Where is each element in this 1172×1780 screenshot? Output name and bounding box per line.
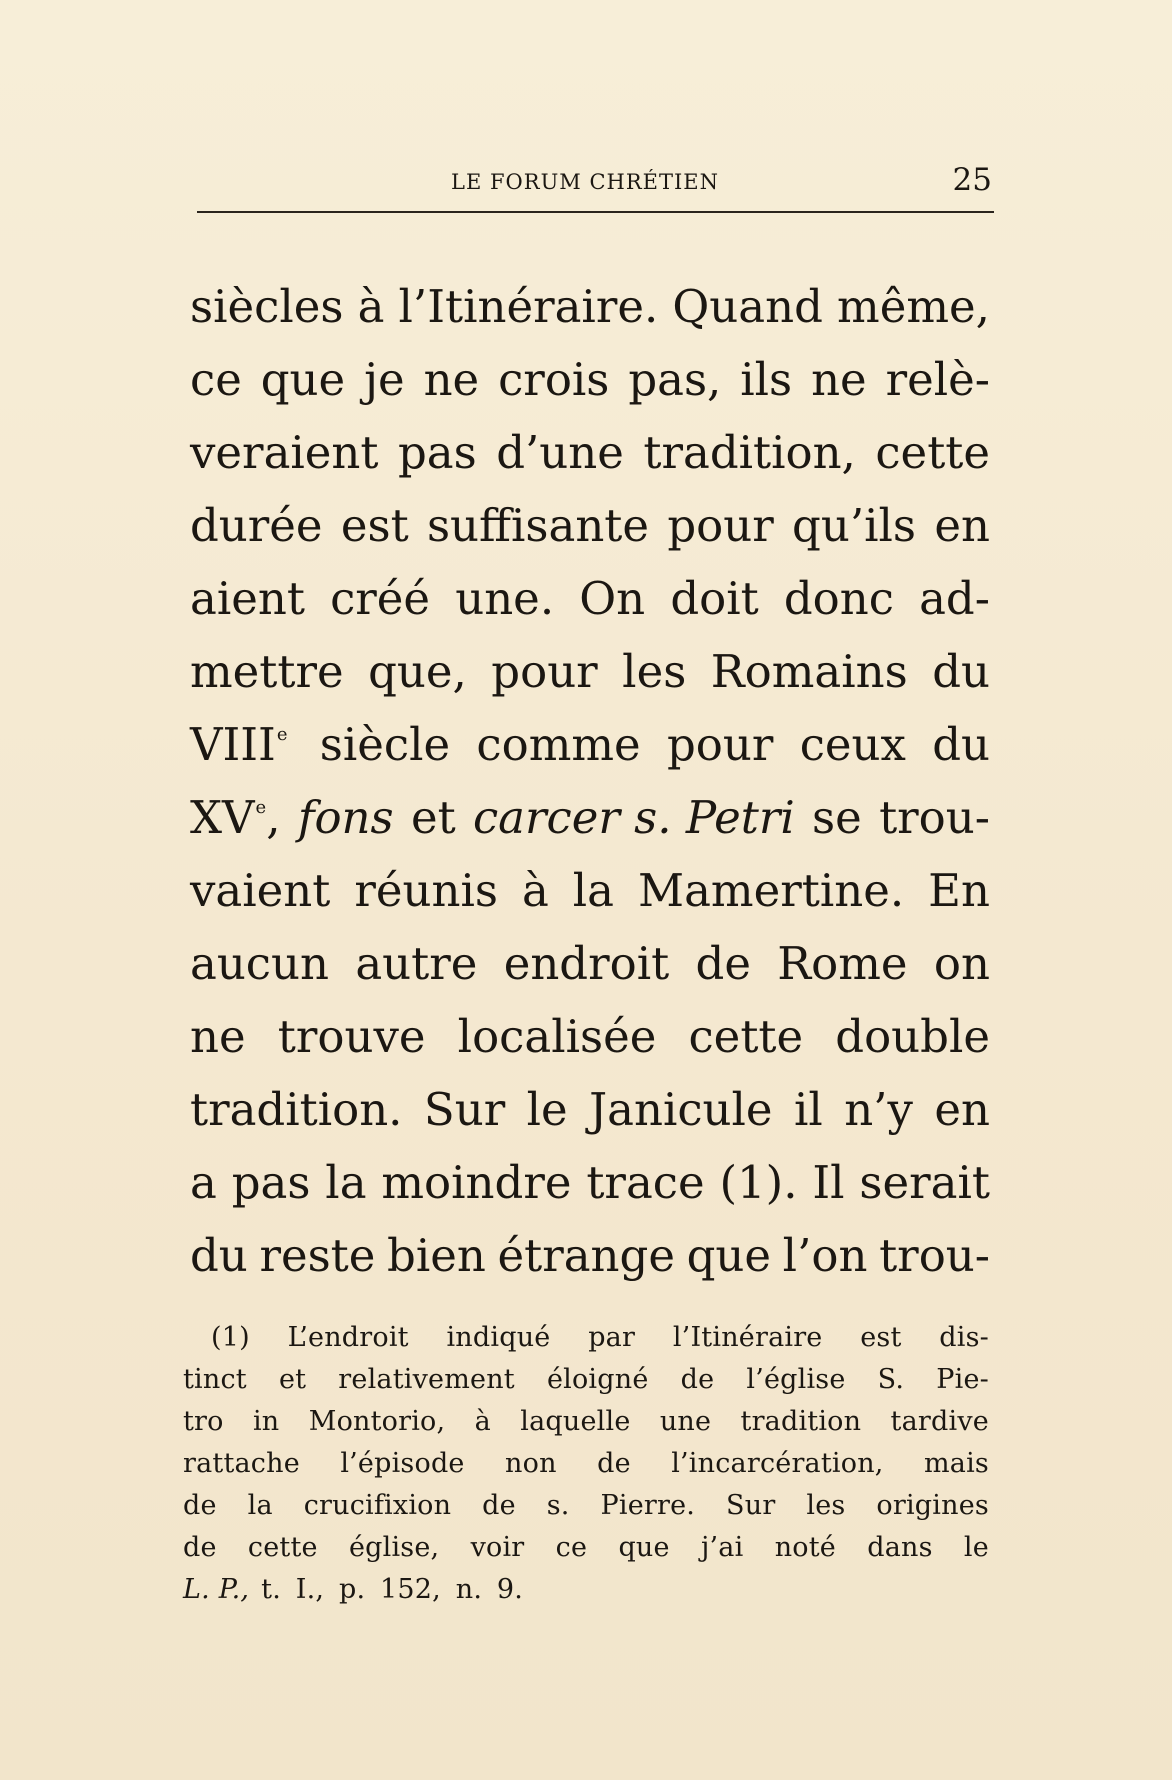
superscript: e — [276, 724, 288, 745]
word: réunis — [354, 864, 498, 917]
text-line — [190, 408, 990, 481]
word: en — [934, 1083, 990, 1136]
italic-phrase: carcer s. Petri — [472, 791, 795, 844]
word: vaient — [190, 864, 331, 917]
word: mais — [924, 1448, 989, 1479]
text-line — [190, 1211, 990, 1284]
word: trou- — [879, 791, 990, 844]
word: du — [932, 645, 990, 698]
word: et — [278, 1364, 307, 1395]
word: tardive — [890, 1406, 989, 1437]
word: que, — [368, 645, 467, 698]
word: reste — [259, 1229, 376, 1282]
word: siècle — [319, 718, 451, 771]
footnote-line — [183, 1355, 989, 1397]
word: autre — [355, 937, 478, 990]
word: laquelle — [520, 1406, 631, 1437]
word: qu’ils — [792, 499, 917, 552]
word: l’église — [746, 1364, 846, 1395]
word: s. — [546, 1490, 570, 1521]
superscript: e — [255, 797, 267, 818]
word: les — [806, 1490, 846, 1521]
text-line — [190, 554, 990, 627]
text-line — [190, 700, 990, 773]
word: serait — [859, 1156, 990, 1209]
text-line — [190, 919, 990, 992]
footnote-line — [183, 1565, 989, 1607]
word: S. — [877, 1364, 905, 1395]
word: Pie- — [936, 1364, 989, 1395]
word: localisée — [457, 1010, 657, 1063]
word: dans — [867, 1532, 933, 1563]
word: de — [680, 1364, 715, 1395]
word: du — [190, 1229, 248, 1282]
text-line — [190, 1138, 990, 1211]
word: indiqué — [446, 1322, 551, 1353]
word: pas, — [628, 353, 722, 406]
italic-word: fons — [297, 791, 394, 844]
roman-numeral: VIII — [190, 718, 276, 771]
running-head — [198, 162, 994, 202]
word: une. — [455, 572, 555, 625]
word: pas — [231, 1156, 311, 1209]
word: Montorio, — [308, 1406, 446, 1437]
word: durée — [190, 499, 323, 552]
word: double — [835, 1010, 990, 1063]
word: endroit — [503, 937, 670, 990]
text-line — [190, 992, 990, 1065]
text-line — [190, 262, 990, 335]
word: une — [659, 1406, 712, 1437]
word: (1). — [719, 1156, 798, 1209]
word: ne — [811, 353, 867, 406]
footnote-line — [183, 1439, 989, 1481]
word: est — [860, 1322, 902, 1353]
word: en — [934, 499, 990, 552]
main-text — [190, 262, 990, 1284]
word: donc — [783, 572, 894, 625]
word: étrange — [497, 1229, 675, 1282]
word: l’Itinéraire — [672, 1322, 823, 1353]
word: ce — [555, 1532, 588, 1563]
text-line — [190, 846, 990, 919]
text-line — [190, 335, 990, 408]
word: que — [260, 353, 346, 406]
text-line — [190, 773, 990, 846]
word: Sur — [423, 1083, 506, 1136]
word: de — [482, 1490, 516, 1521]
roman-numeral-word — [190, 717, 293, 773]
word: Rome — [777, 937, 908, 990]
word: tinct — [183, 1364, 247, 1395]
word: que — [686, 1229, 772, 1282]
word: bien — [387, 1229, 486, 1282]
word: Quand — [672, 280, 823, 333]
word: On — [579, 572, 646, 625]
word: à — [521, 864, 549, 917]
word: relativement — [338, 1364, 515, 1395]
word: à — [474, 1406, 491, 1437]
word: mettre — [190, 645, 344, 698]
footnote-line — [183, 1481, 989, 1523]
word: n’y — [844, 1083, 913, 1136]
word: tro — [183, 1406, 224, 1437]
word: comme — [476, 718, 641, 771]
word: à — [357, 280, 385, 333]
word: doit — [670, 572, 759, 625]
word: pour — [491, 645, 598, 698]
word: cette — [688, 1010, 804, 1063]
word: trouve — [277, 1010, 426, 1063]
word: pour — [667, 499, 774, 552]
word: la — [247, 1490, 273, 1521]
word: on — [933, 937, 990, 990]
running-title: LE FORUM CHRÉTIEN — [451, 170, 719, 194]
word: de — [183, 1532, 217, 1563]
word: ne — [423, 353, 480, 406]
word: non — [505, 1448, 557, 1479]
word: les — [622, 645, 687, 698]
word: église, — [348, 1532, 440, 1563]
word: l’Itinéraire. — [398, 280, 659, 333]
word: même, — [837, 280, 990, 333]
comma: , — [266, 791, 281, 844]
word: aucun — [190, 937, 329, 990]
word: Janicule — [589, 1083, 773, 1136]
word: ceux — [799, 718, 906, 771]
word: (1) — [211, 1322, 250, 1353]
word: En — [928, 864, 990, 917]
word: le — [526, 1083, 568, 1136]
page-number: 25 — [952, 162, 992, 198]
word: créé — [330, 572, 431, 625]
word: origines — [876, 1490, 989, 1521]
word: Romains — [710, 645, 908, 698]
text-line — [190, 481, 990, 554]
word: de — [183, 1490, 217, 1521]
word: il — [793, 1083, 823, 1136]
word: dis- — [939, 1322, 989, 1353]
word: la — [572, 864, 615, 917]
word: ce — [190, 353, 242, 406]
word: de — [695, 937, 751, 990]
word: a — [190, 1156, 217, 1209]
word: éloigné — [546, 1364, 649, 1395]
word: l’incarcération, — [671, 1448, 884, 1479]
word: du — [932, 718, 990, 771]
word: trace — [586, 1156, 705, 1209]
footnote-line — [183, 1313, 989, 1355]
word: pas — [397, 426, 477, 479]
text-line — [190, 1065, 990, 1138]
word: ils — [740, 353, 793, 406]
word: ad- — [919, 572, 990, 625]
word: cette — [875, 426, 990, 479]
word: par — [588, 1322, 636, 1353]
word: in — [252, 1406, 280, 1437]
word: cette — [247, 1532, 318, 1563]
word: est — [340, 499, 409, 552]
word: se — [812, 791, 862, 844]
word: Sur — [726, 1490, 776, 1521]
word: rattache — [183, 1448, 300, 1479]
word: noté — [774, 1532, 836, 1563]
roman-numeral: XV — [190, 791, 255, 844]
word: je — [364, 353, 405, 406]
footnote-line — [183, 1523, 989, 1565]
footnote — [183, 1313, 989, 1607]
word: siècles — [190, 280, 344, 333]
word: suffisante — [426, 499, 650, 552]
word: Il — [812, 1156, 845, 1209]
word: de — [597, 1448, 631, 1479]
word: crucifixion — [303, 1490, 452, 1521]
word: l’on — [782, 1229, 868, 1282]
citation: t. I., p. 152, n. 9. — [261, 1574, 524, 1605]
word: Mamertine. — [638, 864, 905, 917]
italic-abbreviation: L. P., — [183, 1574, 250, 1605]
word: tradition — [740, 1406, 862, 1437]
word: ne — [190, 1010, 246, 1063]
word: veraient — [190, 426, 379, 479]
word: L’endroit — [287, 1322, 409, 1353]
header-rule — [197, 211, 994, 213]
word: trou- — [879, 1229, 990, 1282]
word: pour — [667, 718, 774, 771]
word: relè- — [885, 353, 990, 406]
word: d’une — [496, 426, 624, 479]
word: aient — [190, 572, 305, 625]
word: Pierre. — [600, 1490, 696, 1521]
footnote-line — [183, 1397, 989, 1439]
word: tradition. — [190, 1083, 403, 1136]
word: la — [325, 1156, 367, 1209]
word: crois — [498, 353, 610, 406]
word: et — [410, 791, 456, 844]
word: moindre — [381, 1156, 572, 1209]
text-line — [190, 627, 990, 700]
word: le — [963, 1532, 989, 1563]
word: tradition, — [643, 426, 856, 479]
word: voir — [470, 1532, 525, 1563]
word: l’épisode — [340, 1448, 465, 1479]
word: j’ai — [700, 1532, 744, 1563]
word: que — [618, 1532, 670, 1563]
roman-numeral-word — [190, 790, 281, 846]
